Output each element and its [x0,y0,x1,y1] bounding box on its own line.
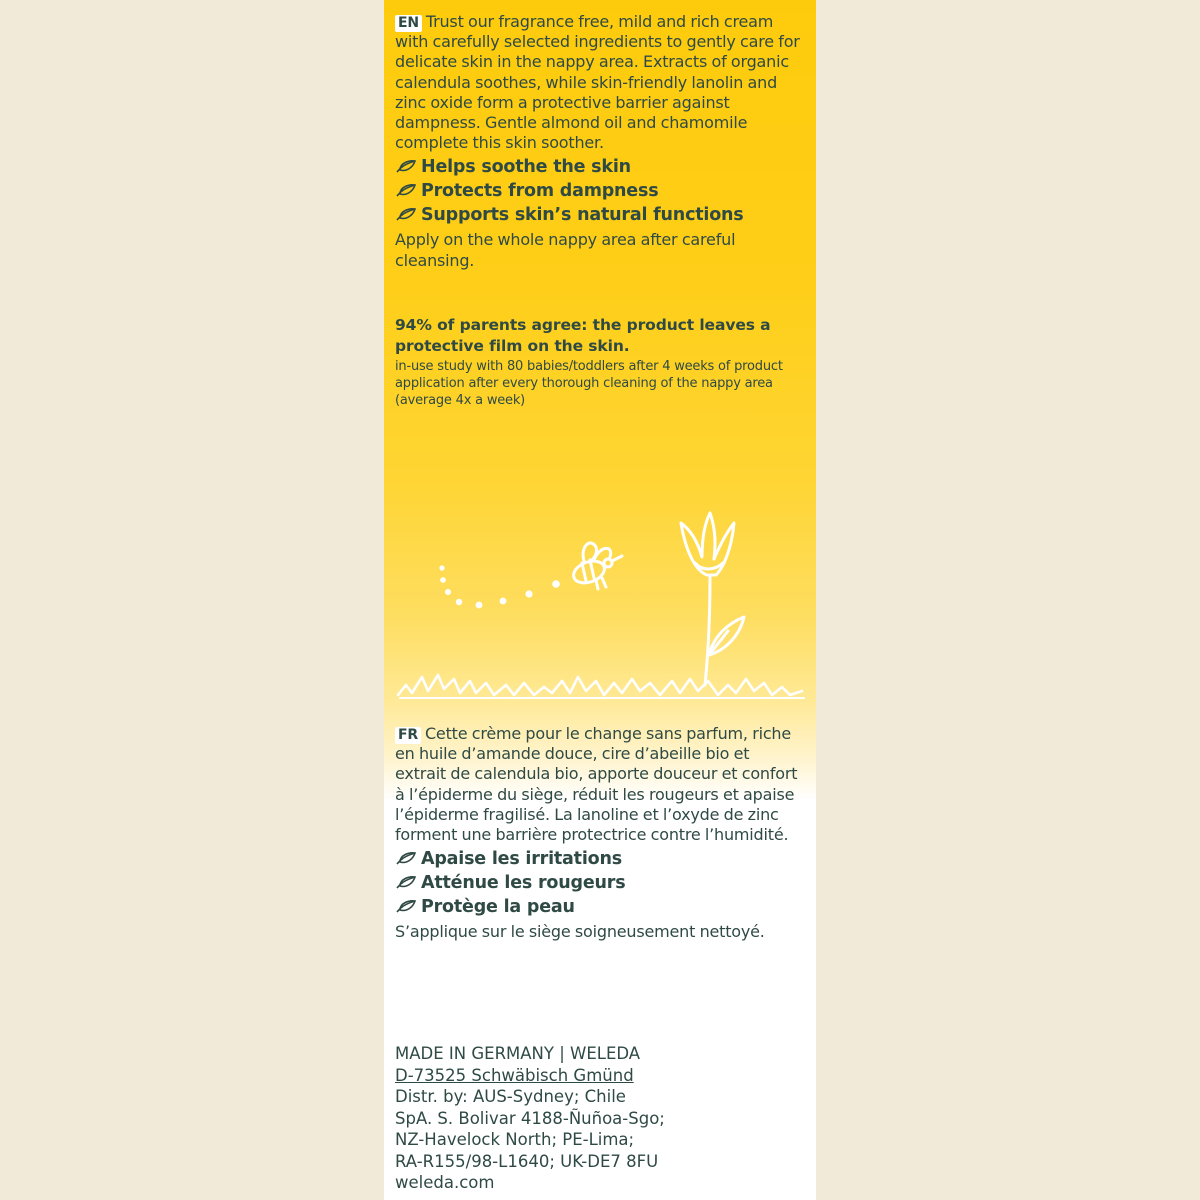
benefit-item: Apaise les irritations [395,847,804,871]
footer-line: SpA. S. Bolivar 4188-Ñuñoa-Sgo; [395,1108,665,1128]
product-label-panel [384,0,816,1200]
language-badge-en: EN [395,15,422,32]
benefit-item: Supports skin’s natural functions [395,203,804,227]
benefit-item: Atténue les rougeurs [395,871,804,895]
benefit-item: Protects from dampness [395,179,804,203]
english-usage: Apply on the whole nappy area after careful cleansing. [395,230,736,270]
parents-claim: 94% of parents agree: the product leaves a protective film on the skin. [395,316,771,355]
claim-section [395,315,804,409]
french-intro [395,724,804,845]
bee-trail-dot [476,602,483,609]
bee-trail-dot [445,589,451,595]
bee-trail-dot [456,599,462,605]
leaf-icon [395,851,417,865]
english-intro-text: Trust our fragrance free, mild and rich cream with carefully selected ingredients to gently care for delicate skin in the nappy area. Extracts of organic calendula soothes, while skin-friendly lanolin and zinc oxide form a protective barrier against dampness. Gentle almond oil and chamomile complete this skin soother. [395,12,800,153]
english-benefits-list [395,155,804,227]
footer-line: D-73525 Schwäbisch Gmünd [395,1065,634,1085]
leaf-icon [395,899,417,913]
benefit-item: Protège la peau [395,895,804,919]
english-intro [395,12,804,153]
footer-line: Distr. by: AUS-Sydney; Chile [395,1087,626,1106]
bee-icon [571,543,622,589]
grass-icon [398,675,802,695]
french-usage: S’applique sur le siège soigneusement nettoyé. [395,922,765,942]
bee-flower-grass-illustration [384,505,816,720]
bee-trail-dot [500,598,507,605]
footer-line: NZ-Havelock North; PE-Lima; [395,1130,635,1149]
bee-trail-dot [440,577,446,583]
flower-icon [681,513,744,685]
manufacturer-info [395,1043,804,1194]
bee-trail-dot [439,565,444,570]
bee-trail-dot [525,590,532,597]
website-text: weleda.com [395,1173,495,1192]
footer-line: RA-R155/98-L1640; UK-DE7 8FU [395,1151,659,1171]
french-intro-text: Cette crème pour le change sans parfum, riche en huile d’amande douce, cire d’abeille bio et extrait de calendula bio, apporte douceur et confort à l’épiderme du siège, réduit les rougeurs et apaise l’épiderme fragilisé. La lanoline et l’oxyde de zinc forment une barrière protectrice contre l’humidité. [395,724,798,845]
study-footnote: in-use study with 80 babies/toddlers after 4 weeks of product application after every thorough cleaning of the nappy area (average 4x a week) [395,359,783,408]
benefit-item: Helps soothe the skin [395,155,804,179]
french-benefits-list [395,847,804,919]
bee-trail-dot [552,580,560,588]
leaf-icon [395,875,417,889]
leaf-icon [395,207,417,221]
french-section [395,724,804,942]
leaf-icon [395,183,417,197]
footer-line: MADE IN GERMANY | WELEDA [395,1044,641,1063]
english-section [395,12,804,271]
language-badge-fr: FR [395,727,421,744]
leaf-icon [395,159,417,173]
